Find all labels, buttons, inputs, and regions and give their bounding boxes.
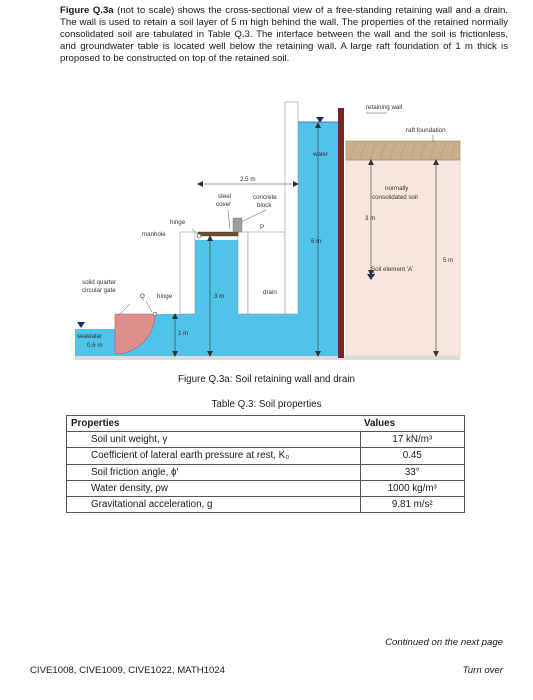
- property-name: Coefficient of lateral earth pressure at rest, K₀: [67, 448, 361, 464]
- base-ground: [75, 356, 460, 360]
- steel-cover: [198, 232, 238, 236]
- footer-turn-over: Turn over: [462, 665, 503, 676]
- label-water: water: [313, 151, 329, 158]
- property-value: 9.81 m/s²: [360, 496, 465, 512]
- middle-wall: [238, 232, 248, 314]
- figure-caption: Figure Q.3a: Soil retaining wall and drain: [178, 374, 355, 385]
- drain-inner-wall: [248, 232, 285, 314]
- label-normally-consolidated-2: consolidated soil: [372, 194, 418, 201]
- property-value: 17 kN/m³: [360, 432, 465, 448]
- property-value: 33°: [360, 464, 465, 480]
- label-steel-cover-2: cover: [216, 201, 232, 208]
- label-hinge-bottom: hinge: [157, 293, 173, 300]
- table-row: [67, 432, 465, 448]
- seawater-surface-marker: [77, 322, 85, 328]
- label-retaining-wall: retaining wall: [366, 104, 403, 111]
- property-name: Water density, ρw: [67, 480, 361, 496]
- table-caption: Table Q.3: Soil properties: [211, 399, 322, 410]
- label-seawater: seawater: [77, 333, 103, 340]
- continued-note: Continued on the next page: [385, 637, 503, 648]
- property-name: Soil friction angle, ϕ′: [67, 464, 361, 480]
- label-concrete-block-2: block: [257, 202, 272, 209]
- table-row: [67, 496, 465, 512]
- table-header-row: [67, 416, 465, 432]
- soil-properties-table: [66, 415, 465, 513]
- label-solid-quarter-1: solid quarter: [82, 279, 117, 286]
- property-value: 0.45: [360, 448, 465, 464]
- label-drain: drain: [263, 289, 277, 296]
- table-row: [67, 480, 465, 496]
- header-properties: Properties: [67, 416, 361, 432]
- bottom-hinge: [153, 312, 157, 316]
- concrete-block: [233, 218, 242, 232]
- label-raft-foundation: raft foundation: [406, 127, 446, 134]
- property-name: Gravitational acceleration, g: [67, 496, 361, 512]
- label-manhole: manhole: [142, 231, 166, 238]
- label-soil-element: Soil element 'A': [371, 266, 414, 273]
- property-name: Soil unit weight, γ: [67, 432, 361, 448]
- header-values: Values: [360, 416, 465, 432]
- intro-figure-ref: Figure Q.3a: [60, 5, 114, 16]
- label-dim-5m: 5 m: [443, 257, 454, 264]
- label-dim-1m: 1 m: [178, 330, 189, 337]
- label-hinge-top: hinge: [170, 219, 186, 226]
- retaining-wall: [338, 108, 344, 358]
- label-dim-2-5m: 2.5 m: [240, 176, 256, 183]
- label-dim-3m-chamber: 3 m: [214, 293, 225, 300]
- label-p: P: [260, 224, 265, 231]
- table-row: [67, 448, 465, 464]
- left-upper-wall: [180, 232, 195, 314]
- property-value: 1000 kg/m³: [360, 480, 465, 496]
- tall-left-wall: [285, 102, 298, 314]
- label-dim-3m-soil: 3 m: [365, 215, 376, 222]
- label-steel-cover-1: steel: [218, 193, 232, 200]
- table-row: [67, 464, 465, 480]
- footer-course-codes: CIVE1008, CIVE1009, CIVE1022, MATH1024: [30, 665, 226, 676]
- intro-text: (not to scale) shows the cross-sectional view of a free-standing retaining wall and a drain. The wall is used to retain a soil layer of 5 m high behind the wall. The properties of the retained normally consolidated soil are tabulated in Table Q.3. The interface between the wall and the soil is frictionless, and groundwater table is located well below the retaining wall. A large raft foundation of 1 m thick is proposed to be constructed on top of the retained soil.: [60, 5, 509, 64]
- label-dim-0-6m: 0.6 m: [87, 342, 103, 349]
- label-concrete-block-1: concrete: [253, 194, 277, 201]
- label-dim-6m: 6 m: [311, 238, 322, 245]
- label-solid-quarter-2: circular gate: [82, 287, 116, 294]
- top-hinge: [197, 234, 201, 238]
- label-q: Q: [140, 293, 145, 300]
- label-normally-consolidated-1: normally: [385, 185, 409, 192]
